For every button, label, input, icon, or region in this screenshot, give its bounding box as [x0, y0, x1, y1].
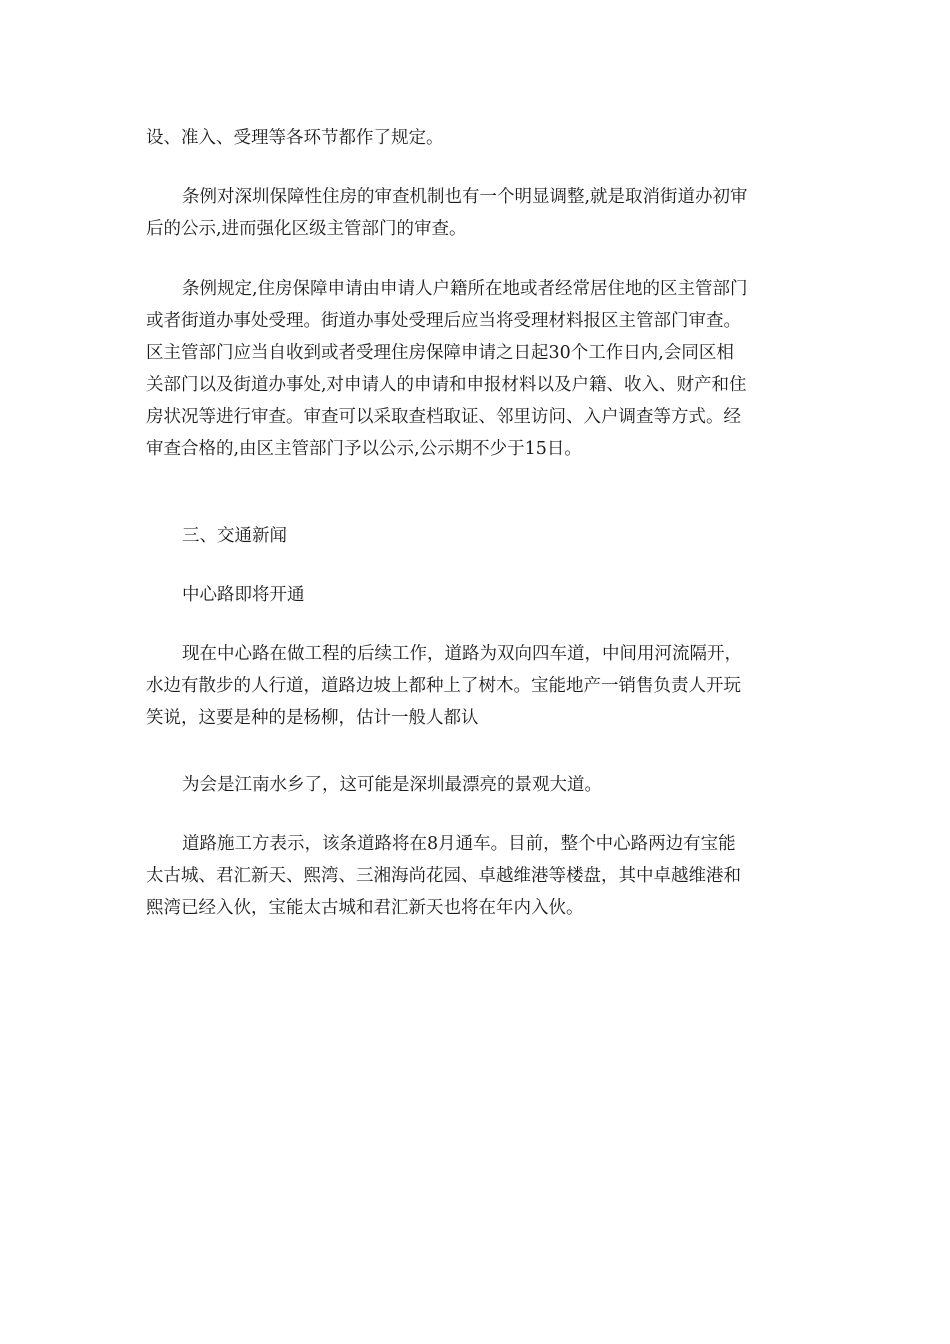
- news-title: [146, 579, 806, 611]
- text-line: 道路施工方表示，该条道路将在8月通车。目前，整个中心路两边有宝能: [182, 834, 736, 854]
- text-line: 太古城、君汇新天、熙湾、三湘海尚花园、卓越维港等楼盘，其中卓越维港和: [146, 866, 741, 886]
- text-line: 条例对深圳保障性住房的审查机制也有一个明显调整,就是取消街道办初审: [182, 187, 748, 207]
- text-line: 熙湾已经入伙，宝能太古城和君汇新天也将在年内入伙。: [146, 898, 584, 918]
- paragraph-scenic-road: [146, 769, 806, 801]
- text-line: 或者街道办事处受理。街道办事处受理后应当将受理材料报区主管部门审查。: [146, 311, 741, 331]
- text-line: 为会是江南水乡了，这可能是深圳最漂亮的景观大道。: [182, 775, 602, 795]
- section-heading: [146, 520, 806, 552]
- paragraph-continuation: [146, 122, 806, 154]
- paragraph-opening-date: [146, 828, 806, 924]
- text-line: 关部门以及街道办事处,对申请人的申请和申报材料以及户籍、收入、财产和住: [146, 375, 747, 395]
- heading-text: 三、交通新闻: [182, 526, 287, 546]
- text-line: 后的公示,进而强化区级主管部门的审查。: [146, 219, 467, 239]
- text-line: 房状况等进行审查。审查可以采取查档取证、邻里访问、入户调查等方式。经: [146, 407, 741, 427]
- paragraph-road-work: [146, 638, 806, 734]
- paragraph-review-mechanism: [146, 181, 806, 245]
- paragraph-regulation: [146, 273, 806, 465]
- text-line: 区主管部门应当自收到或者受理住房保障申请之日起30个工作日内,会同区相: [146, 343, 734, 363]
- title-text: 中心路即将开通: [182, 585, 305, 605]
- text-line: 设、准入、受理等各环节都作了规定。: [146, 128, 444, 148]
- text-line: 笑说，这要是种的是杨柳，估计一般人都认: [146, 708, 479, 728]
- text-line: 条例规定,住房保障申请由申请人户籍所在地或者经常居住地的区主管部门: [182, 279, 748, 299]
- text-line: 审查合格的,由区主管部门予以公示,公示期不少于15日。: [146, 439, 582, 459]
- text-line: 水边有散步的人行道，道路边坡上都种上了树木。宝能地产一销售负责人开玩: [146, 676, 741, 696]
- text-line: 现在中心路在做工程的后续工作，道路为双向四车道，中间用河流隔开，: [182, 644, 742, 664]
